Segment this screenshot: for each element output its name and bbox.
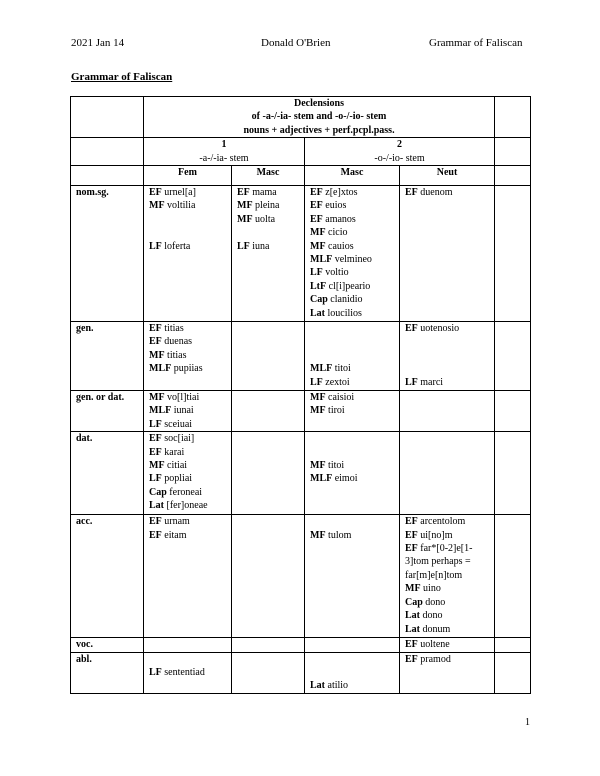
cell-acc-masc-2: MF tulom xyxy=(305,515,400,638)
cell-abl-neut: EF pramod xyxy=(400,652,495,693)
group-2-header: 2 -o-/-io- stem xyxy=(305,138,495,166)
row-label-dat: dat. xyxy=(71,432,144,515)
page-number: 1 xyxy=(525,717,530,728)
cell-nom-masc-1: EF mama MF pleina MF uolta LF iuna xyxy=(232,186,305,322)
declension-table xyxy=(70,96,531,694)
row-label-gen-or-dat: gen. or dat. xyxy=(71,391,144,432)
cell-gendat-fem: MF vo[l]tiai MLF iunai LF sceiuai xyxy=(144,391,232,432)
cell-gen-neut: EF uotenosio LF marci xyxy=(400,322,495,391)
cell-gen-masc-2: MLF titoi LF zextoi xyxy=(305,322,400,391)
col-header-masc-2: Masc xyxy=(305,166,400,186)
cell-nom-masc-2: EF z[e]xtos EF euios EF amanos MF cicio MF cauios MLF velmineo LF voltio LtF cl[i]peario Cap clanidio Lat loucilios xyxy=(305,186,400,322)
cell-gen-fem: EF titias EF duenas MF titias MLF pupiias xyxy=(144,322,232,391)
cell-gendat-masc-2: MF caisioi MF tiroi xyxy=(305,391,400,432)
row-label-gen: gen. xyxy=(71,322,144,391)
row-label-voc: voc. xyxy=(71,638,144,652)
cell-dat-fem: EF soc[iai] EF karai MF citiai LF popliai Cap feroneai Lat [fer]oneae xyxy=(144,432,232,515)
col-header-neut: Neut xyxy=(400,166,495,186)
cell-voc-neut: EF uoltene xyxy=(400,638,495,652)
header-date: 2021 Jan 14 xyxy=(71,37,125,49)
page-title: Grammar of Faliscan xyxy=(71,71,173,83)
cell-nom-fem: EF urnel[a] MF voltilia LF loferta xyxy=(144,186,232,322)
cell-acc-fem: EF urnam EF eitam xyxy=(144,515,232,638)
col-header-fem: Fem xyxy=(144,166,232,186)
row-label-acc: acc. xyxy=(71,515,144,638)
header-author: Donald O'Brien xyxy=(261,37,331,49)
row-label-nom-sg: nom.sg. xyxy=(71,186,144,322)
cell-abl-fem: LF sententiad xyxy=(144,652,232,693)
header-doc-title: Grammar of Faliscan xyxy=(429,37,523,49)
cell-dat-masc-2: MF titoi MLF eimoi xyxy=(305,432,400,515)
cell-abl-masc-2: Lat atilio xyxy=(305,652,400,693)
cell-nom-neut: EF duenom xyxy=(400,186,495,322)
table-caption: Declensions of -a-/-ia- stem and -o-/-io- stem nouns + adjectives + perf.pcpl.pass. xyxy=(144,97,495,138)
group-1-header: 1 -a-/-ia- stem xyxy=(144,138,305,166)
cell-acc-neut: EF arcentolom EF ui[no]m EF far*[0-2]e[1-3]tom perhaps = far[m]e[n]tom MF uino Cap dono Lat dono Lat donum xyxy=(400,515,495,638)
col-header-masc-1: Masc xyxy=(232,166,305,186)
row-label-abl: abl. xyxy=(71,652,144,693)
